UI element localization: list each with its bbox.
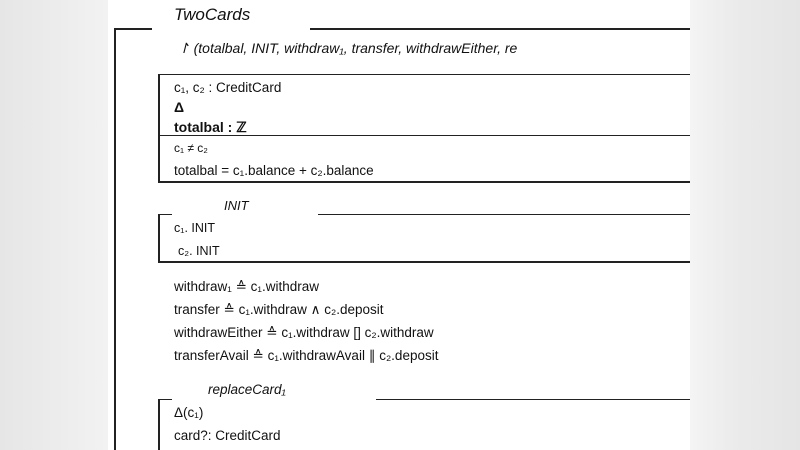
visibility-list: ↾ (totalbal, INIT, withdraw₁, transfer, withdrawEither, re xyxy=(178,40,518,56)
init-line-c2: c₂. INIT xyxy=(178,244,220,258)
init-header-line xyxy=(318,214,690,215)
state-box-top xyxy=(158,74,690,75)
class-frame-top-short xyxy=(114,28,152,30)
delta-symbol: Δ xyxy=(174,99,185,115)
replace-card-input: card?: CreditCard xyxy=(174,428,281,443)
operation-transfer-avail: transferAvail ≙ c₁.withdrawAvail ∥ c₂.deposit xyxy=(174,348,439,363)
state-box-left xyxy=(158,74,160,182)
class-title: TwoCards xyxy=(174,5,251,24)
replace-card-box-top xyxy=(158,399,172,400)
class-frame-left xyxy=(114,28,116,450)
init-line-c1: c₁. INIT xyxy=(174,221,216,235)
invariant-distinct: c₁ ≠ c₂ xyxy=(174,141,208,155)
replace-card-title: replaceCard₁ xyxy=(208,382,286,397)
replace-card-box-left xyxy=(158,399,160,450)
init-box-left xyxy=(158,214,160,262)
invariant-totalbal: totalbal = c₁.balance + c₂.balance xyxy=(174,163,374,178)
document-page xyxy=(108,0,690,450)
replace-card-header-line xyxy=(376,399,690,400)
left-margin xyxy=(0,0,108,450)
operation-withdraw1: withdraw₁ ≙ c₁.withdraw xyxy=(174,279,319,294)
operation-transfer: transfer ≙ c₁.withdraw ∧ c₂.deposit xyxy=(174,302,384,317)
class-frame-top-long xyxy=(310,28,690,30)
init-box-top xyxy=(158,214,172,215)
state-box-divider xyxy=(158,135,690,136)
init-title: INIT xyxy=(224,198,249,213)
replace-card-delta: Δ(c₁) xyxy=(174,405,204,420)
right-margin xyxy=(690,0,800,450)
state-box-bottom xyxy=(158,181,690,183)
state-declaration: c₁, c₂ : CreditCard xyxy=(174,80,282,95)
totalbal-declaration: totalbal : ℤ xyxy=(174,119,247,135)
operation-withdraw-either: withdrawEither ≙ c₁.withdraw [] c₂.withdraw xyxy=(174,325,434,340)
init-box-bottom xyxy=(158,261,690,263)
